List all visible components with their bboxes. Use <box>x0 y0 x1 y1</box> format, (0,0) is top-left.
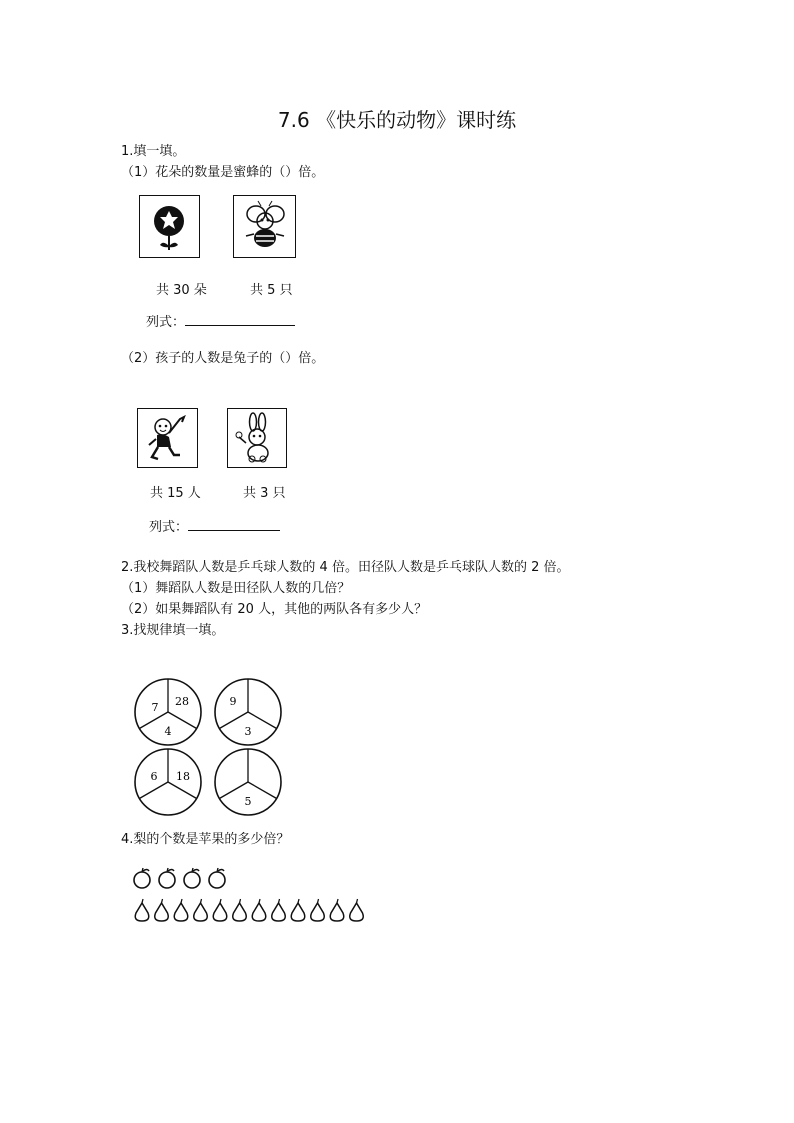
circle-1-right: 28 <box>175 695 189 708</box>
pear-row <box>135 899 363 921</box>
formula-label: 列式： <box>149 520 189 535</box>
pear-icon <box>155 899 169 921</box>
circle-1-left: 7 <box>151 701 159 714</box>
q2-heading: 2.我校舞蹈队人数是乒乓球人数的 4 倍。田径队人数是乒乓球队人数的 2 倍。 <box>121 560 570 575</box>
q3-heading: 3.找规律填一填。 <box>121 623 225 638</box>
answer-blank[interactable] <box>188 518 280 531</box>
q2-part2: （2）如果舞蹈队有 20 人，其他的两队各有多少人？ <box>121 602 428 617</box>
q1-part1-formula <box>146 311 295 330</box>
pear-icon <box>291 899 305 921</box>
circle-3-right: 18 <box>176 770 190 783</box>
q1-part2-formula <box>149 516 280 535</box>
circle-4-bottom: 5 <box>244 795 252 808</box>
pear-icon <box>135 899 149 921</box>
apple-icon <box>159 868 175 888</box>
pear-icon <box>194 899 208 921</box>
pear-icon <box>213 899 227 921</box>
apple-icon <box>134 868 150 888</box>
pear-icon <box>311 899 325 921</box>
pear-icon <box>330 899 344 921</box>
q1-heading: 1.填一填。 <box>121 144 186 159</box>
pear-icon <box>174 899 188 921</box>
circle-1 <box>135 679 201 745</box>
pear-icon <box>350 899 364 921</box>
q1-part2-prompt: （2）孩子的人数是兔子的（）倍。 <box>121 351 325 366</box>
circle-1-bottom: 4 <box>164 725 172 738</box>
fruit-rows <box>130 866 375 928</box>
child-icon <box>138 409 197 467</box>
pear-icon <box>272 899 286 921</box>
pear-icon <box>252 899 266 921</box>
number-circles <box>131 674 287 820</box>
apple-icon <box>184 868 200 888</box>
circle-2 <box>215 679 281 745</box>
page-title: 7.6 《快乐的动物》课时练 <box>277 108 517 132</box>
answer-blank[interactable] <box>185 313 295 326</box>
circle-4 <box>215 749 281 815</box>
flower-icon <box>140 196 199 257</box>
q1-part1-prompt: （1）花朵的数量是蜜蜂的（）倍。 <box>121 165 325 180</box>
q2-part1: （1）舞蹈队人数是田径队人数的几倍？ <box>121 581 351 596</box>
q4-heading: 4.梨的个数是苹果的多少倍？ <box>121 832 290 847</box>
circle-3-left: 6 <box>150 770 158 783</box>
rabbit-picture <box>227 408 287 468</box>
child-picture <box>137 408 198 468</box>
child-count-caption: 共 15 人 <box>150 486 201 501</box>
rabbit-count-caption: 共 3 只 <box>243 486 286 501</box>
bee-count-caption: 共 5 只 <box>250 283 293 298</box>
bee-picture <box>233 195 296 258</box>
flower-count-caption: 共 30 朵 <box>156 283 207 298</box>
circle-2-left: 9 <box>229 695 237 708</box>
rabbit-icon <box>228 409 286 467</box>
pear-icon <box>233 899 247 921</box>
apple-icon <box>209 868 225 888</box>
bee-icon <box>234 196 295 257</box>
formula-label: 列式： <box>146 315 186 330</box>
apple-row <box>134 868 225 888</box>
flower-picture <box>139 195 200 258</box>
circle-3 <box>135 749 201 815</box>
circle-2-bottom: 3 <box>244 725 252 738</box>
